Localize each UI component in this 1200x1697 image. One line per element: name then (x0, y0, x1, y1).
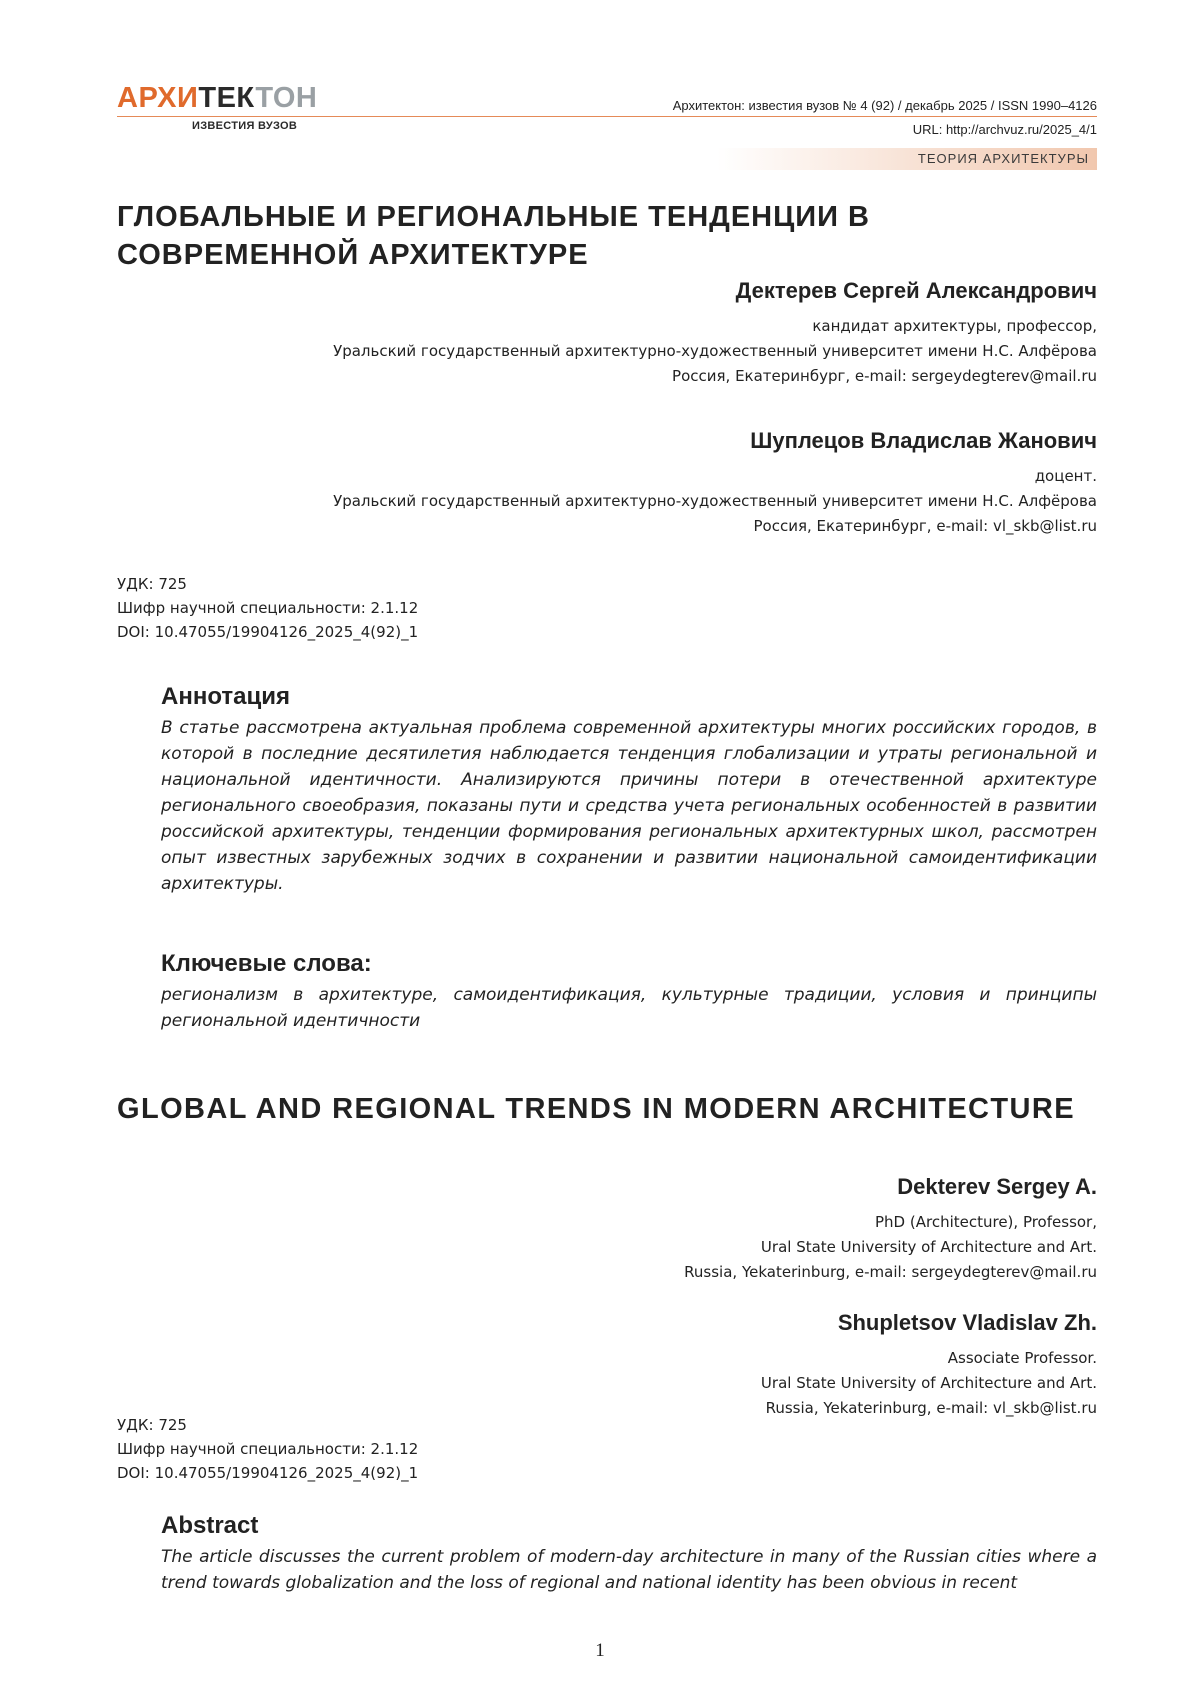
author-contact: Russia, Yekaterinburg, e-mail: sergeydegterev@mail.ru (684, 1263, 1097, 1281)
author-name: Дектерев Сергей Александрович (735, 278, 1097, 303)
article-title-en: GLOBAL AND REGIONAL TRENDS IN MODERN ARCHITECTURE (117, 1093, 1075, 1125)
article-meta-en (117, 1413, 418, 1485)
author-block-ru-2 (197, 428, 1097, 539)
section-tag (717, 148, 1097, 170)
author-name: Dekterev Sergey A. (897, 1174, 1097, 1199)
abstract-heading: Abstract (161, 1512, 259, 1539)
annotation-text: В статье рассмотрена актуальная проблема современной архитектуры многих российских городов, в которой в последние десятилетия наблюдается тенденция глобализации и утраты региональной и национальной идентичности. Анализируются причины потери в отечественной архитектуре регионального своеобразия, показаны пути и средства учета региональных особенностей в развитии российской архитектуры, тенденции формирования региональных архитектурных школ, рассмотрен опыт известных зарубежных зодчих в сохранении и развитии национальной самоидентификации архитектуры. (161, 718, 1097, 894)
annotation-heading: Аннотация (161, 683, 290, 710)
author-name: Шуплецов Владислав Жанович (750, 428, 1097, 453)
doi: DOI: 10.47055/19904126_2025_4(92)_1 (117, 623, 419, 641)
article-url: URL: http://archvuz.ru/2025_4/1 (912, 122, 1097, 137)
specialty-code: Шифр научной специальности: 2.1.12 (117, 1440, 419, 1458)
author-degree: Associate Professor. (947, 1349, 1097, 1367)
journal-logo (117, 84, 317, 113)
author-degree: PhD (Architecture), Professor, (875, 1213, 1097, 1231)
specialty-code: Шифр научной специальности: 2.1.12 (117, 599, 419, 617)
author-degree: кандидат архитектуры, профессор, (812, 317, 1097, 335)
annotation-section (161, 683, 1097, 897)
doi: DOI: 10.47055/19904126_2025_4(92)_1 (117, 1464, 419, 1482)
author-block-en-2 (197, 1310, 1097, 1421)
author-affiliation: Уральский государственный архитектурно-художественный университет имени Н.С. Алфёрова (333, 492, 1097, 510)
author-affiliation: Ural State University of Architecture and Art. (760, 1374, 1097, 1392)
abstract-section (161, 1512, 1097, 1596)
logo-text-part3: ТОН (255, 82, 318, 114)
abstract-text: The article discusses the current problem of modern-day architecture in many of the Russian cities where a trend towards globalization and the loss of regional and national identity has been obvious in recent (161, 1547, 1097, 1593)
section-tag-label: ТЕОРИЯ АРХИТЕКТУРЫ (917, 151, 1089, 166)
article-title-ru: ГЛОБАЛЬНЫЕ И РЕГИОНАЛЬНЫЕ ТЕНДЕНЦИИ В СОВРЕМЕННОЙ АРХИТЕКТУРЕ (117, 201, 870, 271)
author-block-en-1 (197, 1174, 1097, 1285)
author-degree: доцент. (1034, 467, 1097, 485)
author-contact: Россия, Екатеринбург, e-mail: sergeydegterev@mail.ru (672, 367, 1097, 385)
keywords-text: регионализм в архитектуре, самоидентификация, культурные традиции, условия и принципы региональной идентичности (161, 985, 1097, 1031)
journal-issue-line: Архитектон: известия вузов № 4 (92) / декабрь 2025 / ISSN 1990–4126 (672, 98, 1097, 113)
header-rule (117, 116, 1097, 117)
author-affiliation: Ural State University of Architecture and Art. (760, 1238, 1097, 1256)
author-contact: Russia, Yekaterinburg, e-mail: vl_skb@list.ru (765, 1399, 1097, 1417)
page-number: 1 (595, 1640, 605, 1661)
logo-text-part2: ТЕК (198, 82, 256, 114)
author-affiliation: Уральский государственный архитектурно-художественный университет имени Н.С. Алфёрова (333, 342, 1097, 360)
udk-code: УДК: 725 (117, 1416, 187, 1434)
article-meta-ru (117, 572, 418, 644)
author-name: Shupletsov Vladislav Zh. (837, 1310, 1097, 1335)
author-contact: Россия, Екатеринбург, e-mail: vl_skb@list.ru (753, 517, 1097, 535)
author-block-ru-1 (197, 278, 1097, 389)
logo-subtitle: ИЗВЕСТИЯ ВУЗОВ (192, 120, 298, 132)
udk-code: УДК: 725 (117, 575, 187, 593)
keywords-heading: Ключевые слова: (161, 950, 372, 977)
logo-text-part1: АРХИ (117, 82, 199, 114)
keywords-section (161, 950, 1097, 1034)
